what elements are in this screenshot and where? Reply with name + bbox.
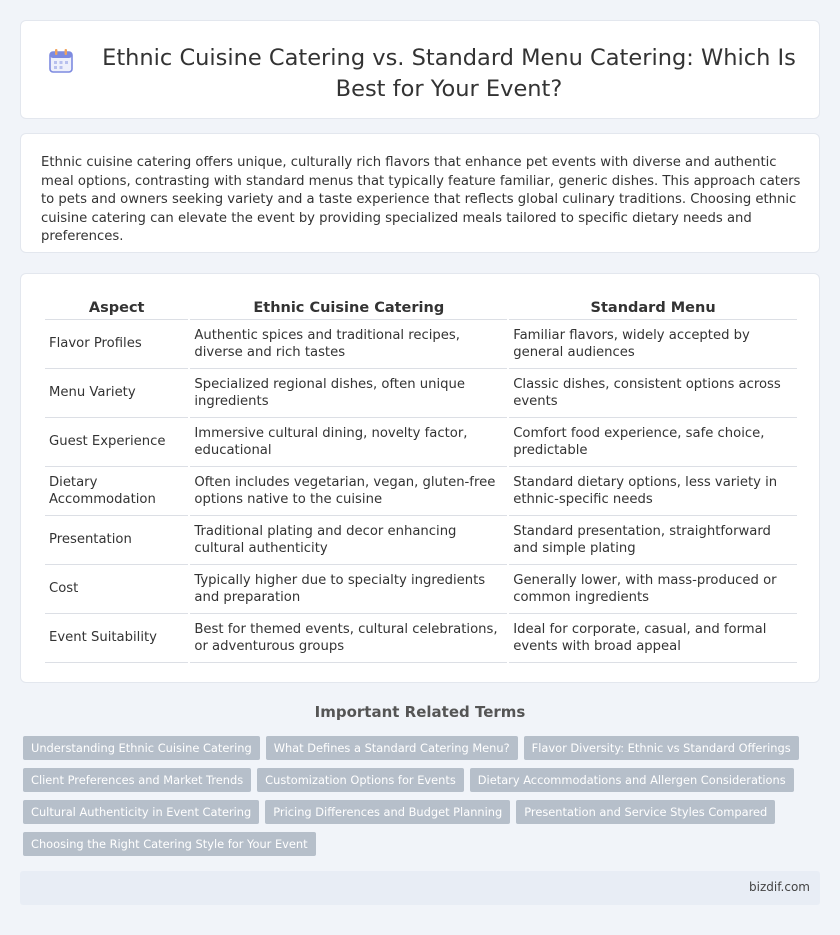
row-standard: Familiar flavors, widely accepted by general audiences [509, 320, 797, 369]
related-terms-title: Important Related Terms [314, 703, 526, 721]
footer-brand[interactable]: bizdif.com [749, 880, 810, 894]
row-aspect: Cost [45, 565, 188, 614]
related-terms-list [23, 736, 813, 856]
header-ethnic: Ethnic Cuisine Catering [190, 296, 507, 320]
related-term-tag[interactable]: Client Preferences and Market Trends [23, 768, 251, 792]
row-ethnic: Traditional plating and decor enhancing cultural authenticity [190, 516, 507, 565]
row-standard: Comfort food experience, safe choice, predictable [509, 418, 797, 467]
row-ethnic: Typically higher due to specialty ingredients and preparation [190, 565, 507, 614]
table-row [45, 565, 797, 614]
row-aspect: Menu Variety [45, 369, 188, 418]
row-ethnic: Immersive cultural dining, novelty factor, educational [190, 418, 507, 467]
table-row [45, 467, 797, 516]
page-title: Ethnic Cuisine Catering vs. Standard Menu Catering: Which Is Best for Your Event? [102, 45, 796, 102]
row-standard: Classic dishes, consistent options across events [509, 369, 797, 418]
related-term-tag[interactable]: Presentation and Service Styles Compared [516, 800, 775, 824]
related-term-tag[interactable]: Pricing Differences and Budget Planning [265, 800, 510, 824]
intro-card [20, 133, 820, 253]
row-standard: Ideal for corporate, casual, and formal events with broad appeal [509, 614, 797, 663]
table-row [45, 614, 797, 663]
related-term-tag[interactable]: Customization Options for Events [257, 768, 464, 792]
title-wrap [47, 43, 801, 105]
related-term-tag[interactable]: Dietary Accommodations and Allergen Considerations [470, 768, 794, 792]
row-standard: Standard presentation, straightforward and simple plating [509, 516, 797, 565]
related-term-tag[interactable]: Flavor Diversity: Ethnic vs Standard Offerings [524, 736, 799, 760]
intro-paragraph: Ethnic cuisine catering offers unique, culturally rich flavors that enhance pet events with diverse and authentic meal options, contrasting with standard menus that typically feature familiar, generic dishes. This approach caters to pets and owners seeking variety and a taste experience that reflects global culinary traditions. Choosing ethnic cuisine catering can elevate the event by providing specialized meals tailored to specific dietary needs and preferences. [41, 155, 801, 244]
related-term-tag[interactable]: Cultural Authenticity in Event Catering [23, 800, 259, 824]
related-term-tag[interactable]: Understanding Ethnic Cuisine Catering [23, 736, 260, 760]
row-ethnic: Best for themed events, cultural celebrations, or adventurous groups [190, 614, 507, 663]
row-ethnic: Often includes vegetarian, vegan, gluten-free options native to the cuisine [190, 467, 507, 516]
title-card [20, 20, 820, 119]
table-row [45, 516, 797, 565]
comparison-card [20, 273, 820, 683]
row-aspect: Event Suitability [45, 614, 188, 663]
row-standard: Standard dietary options, less variety in ethnic-specific needs [509, 467, 797, 516]
row-ethnic: Authentic spices and traditional recipes, diverse and rich tastes [190, 320, 507, 369]
row-aspect: Dietary Accommodation [45, 467, 188, 516]
related-term-tag[interactable]: What Defines a Standard Catering Menu? [266, 736, 518, 760]
row-standard: Generally lower, with mass-produced or common ingredients [509, 565, 797, 614]
related-term-tag[interactable]: Choosing the Right Catering Style for Your Event [23, 832, 316, 856]
header-aspect: Aspect [45, 296, 188, 320]
comparison-table [43, 296, 799, 663]
table-row [45, 369, 797, 418]
table-header-row [45, 296, 797, 320]
header-standard: Standard Menu [509, 296, 797, 320]
row-ethnic: Specialized regional dishes, often unique ingredients [190, 369, 507, 418]
row-aspect: Flavor Profiles [45, 320, 188, 369]
footer [20, 871, 820, 905]
table-row [45, 320, 797, 369]
calendar-icon [47, 47, 75, 75]
row-aspect: Presentation [45, 516, 188, 565]
table-row [45, 418, 797, 467]
row-aspect: Guest Experience [45, 418, 188, 467]
